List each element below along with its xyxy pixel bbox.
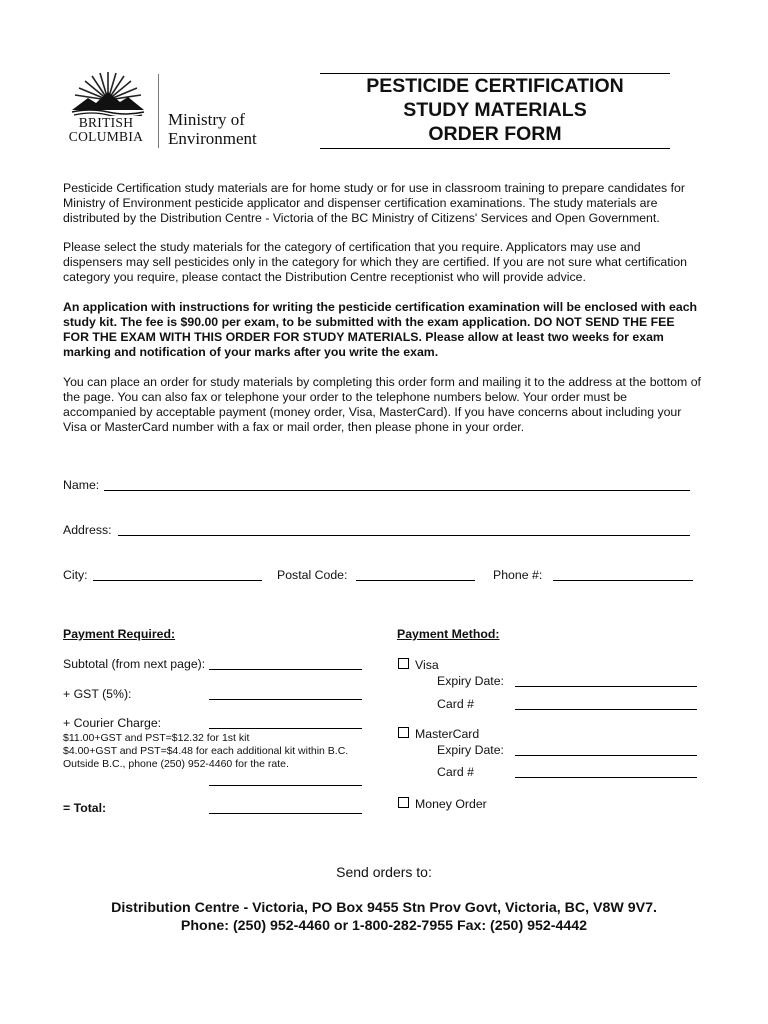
gst-label: + GST (5%): (63, 687, 132, 701)
visa-checkbox[interactable] (398, 658, 409, 669)
mastercard-card-label: Card # (437, 765, 474, 779)
send-orders-heading: Send orders to: (336, 864, 432, 880)
title-line1: PESTICIDE CERTIFICATION (366, 75, 624, 97)
total-rule (209, 785, 362, 786)
exam-fee-paragraph: An application with instructions for writing the pesticide certification examination will be enclosed with each study kit. The fee is $90.00 per exam, to be submitted with the exam application. DO NOT SEND THE FEE FOR THE EXAM WITH THIS ORDER FOR STUDY MATERIALS. Please allow at least two weeks for exam marking and notification of your marks after you write the exam. (63, 300, 698, 359)
money-order-label: Money Order (415, 797, 487, 811)
contact-phone-fax: Phone: (250) 952-4460 or 1-800-282-7955 Fax: (250) 952-4442 (180, 918, 588, 934)
courier-field[interactable] (209, 728, 362, 729)
postal-code-field[interactable] (356, 580, 475, 581)
phone-label: Phone #: (493, 568, 543, 582)
subtotal-label: Subtotal (from next page): (63, 657, 206, 671)
bc-sun-mountain-icon (70, 70, 146, 116)
visa-expiry-field[interactable] (515, 686, 697, 687)
visa-expiry-label: Expiry Date: (437, 674, 504, 688)
bc-government-logo (60, 70, 270, 150)
subtotal-field[interactable] (209, 669, 362, 670)
ordering-paragraph: You can place an order for study materials by completing this order form and mailing it to the address at the bottom of the page. You can also fax or telephone your order to the telephone numbers below. Your order must be accompanied by acceptable payment (money order, Visa, MasterCard). If you have concerns about including your Visa or MasterCard number with a fax or mail order, then please phone in your order. (63, 375, 701, 434)
bc-line2: COLUMBIA (68, 129, 144, 144)
mastercard-checkbox[interactable] (398, 727, 409, 738)
payment-required-heading: Payment Required: (63, 627, 176, 641)
ministry-line1: Ministry of (168, 110, 245, 129)
mailing-address: Distribution Centre - Victoria, PO Box 9455 Stn Prov Govt, Victoria, BC, V8W 9V7. (111, 900, 657, 916)
title-bottom-rule (320, 148, 670, 149)
courier-label: + Courier Charge: (63, 716, 162, 730)
mastercard-expiry-label: Expiry Date: (437, 743, 504, 757)
address-label: Address: (63, 523, 112, 537)
visa-card-label: Card # (437, 697, 474, 711)
payment-method-heading: Payment Method: (397, 627, 500, 641)
british-columbia-wordmark (62, 116, 150, 144)
ministry-line2: Environment (168, 129, 257, 148)
postal-code-label: Postal Code: (277, 568, 348, 582)
ministry-name (168, 110, 257, 148)
mastercard-expiry-field[interactable] (515, 755, 697, 756)
mastercard-card-field[interactable] (515, 777, 697, 778)
title-line3: ORDER FORM (428, 123, 562, 145)
money-order-checkbox[interactable] (398, 797, 409, 808)
logo-divider (158, 74, 159, 148)
total-label: = Total: (63, 801, 107, 815)
total-field[interactable] (209, 813, 362, 814)
courier-note-3: Outside B.C., phone (250) 952-4460 for the rate. (63, 758, 289, 770)
category-paragraph: Please select the study materials for the category of certification that you require. Applicators may use and dispensers may sell pesticides only in the category for which they are certified. If you are not sure what certification category you require, please contact the Distribution Centre receptionist who will provide advice. (63, 240, 688, 284)
courier-note-2: $4.00+GST and PST=$4.48 for each additional kit within B.C. (63, 745, 349, 757)
visa-card-field[interactable] (515, 709, 697, 710)
address-field[interactable] (118, 535, 690, 536)
gst-field[interactable] (209, 699, 362, 700)
intro-paragraph: Pesticide Certification study materials are for home study or for use in classroom training to prepare candidates for Ministry of Environment pesticide applicator and dispenser certification examinations. The study materials are distributed by the Distribution Centre - Victoria of the BC Ministry of Citizens' Services and Open Government. (63, 181, 685, 225)
city-label: City: (63, 568, 88, 582)
visa-label: Visa (415, 658, 439, 672)
name-label: Name: (63, 478, 100, 492)
form-title (320, 74, 670, 146)
phone-field[interactable] (553, 580, 693, 581)
bc-line1: BRITISH (78, 115, 134, 130)
mastercard-label: MasterCard (415, 727, 480, 741)
city-field[interactable] (93, 580, 262, 581)
name-field[interactable] (104, 490, 690, 491)
title-line2: STUDY MATERIALS (403, 99, 587, 121)
courier-note-1: $11.00+GST and PST=$12.32 for 1st kit (63, 732, 250, 744)
